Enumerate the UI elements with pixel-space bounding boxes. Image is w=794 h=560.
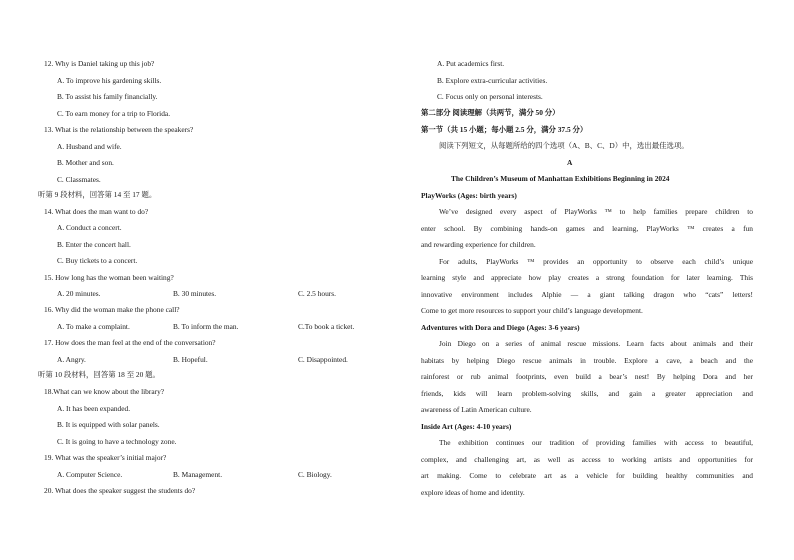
question-20-option-c: C. Focus only on personal interests. xyxy=(437,92,543,101)
dora-diego-heading: Adventures with Dora and Diego (Ages: 3-6 years) xyxy=(421,323,580,332)
question-20-option-a: A. Put academics first. xyxy=(437,59,505,68)
playworks-heading: PlayWorks (Ages: birth years) xyxy=(421,191,517,200)
listening-instruction-9: 听第 9 段材料，回答第 14 至 17 题。 xyxy=(38,190,157,199)
question-18-option-b: B. It is equipped with solar panels. xyxy=(57,420,160,429)
question-14-option-c: C. Buy tickets to a concert. xyxy=(57,256,138,265)
question-12-stem: 12. Why is Daniel taking up this job? xyxy=(44,59,155,68)
question-19-stem: 19. What was the speaker’s initial major? xyxy=(44,453,167,462)
playworks-p2-line-3: innovative environment includes Alphie — a giant talking dragon who “cats” letters! xyxy=(421,290,753,299)
question-20-stem: 20. What does the speaker suggest the students do? xyxy=(44,486,196,495)
question-13-option-c: C. Classmates. xyxy=(57,175,101,184)
question-18-option-c: C. It is going to have a technology zone. xyxy=(57,437,177,446)
inside-art-line-3: art making. Come to celebrate art as a vehicle for building healthy communities and xyxy=(421,471,753,480)
question-14-stem: 14. What does the man want to do? xyxy=(44,207,149,216)
question-13-stem: 13. What is the relationship between the speakers? xyxy=(44,125,194,134)
question-20-option-b: B. Explore extra-curricular activities. xyxy=(437,76,548,85)
listening-instruction-10: 听第 10 段材料，回答第 18 至 20 题。 xyxy=(38,370,160,379)
question-12-option-a: A. To improve his gardening skills. xyxy=(57,76,162,85)
playworks-p2-line-4: Come to get more resources to support your child’s language development. xyxy=(421,306,643,315)
question-18-stem: 18.What can we know about the library? xyxy=(44,387,165,396)
question-14-option-b: B. Enter the concert hall. xyxy=(57,240,131,249)
question-19-option-a: A. Computer Science. xyxy=(57,470,123,479)
question-13-option-b: B. Mother and son. xyxy=(57,158,114,167)
question-15-option-b: B. 30 minutes. xyxy=(173,289,217,298)
inside-art-line-1: The exhibition continues our tradition of providing families with access to beautiful, xyxy=(439,438,753,447)
inside-art-line-4: explore ideas of home and identity. xyxy=(421,488,525,497)
question-19-option-c: C. Biology. xyxy=(298,470,332,479)
question-17-option-c: C. Disappointed. xyxy=(298,355,348,364)
question-16-stem: 16. Why did the woman make the phone call? xyxy=(44,305,180,314)
question-16-option-c: C.To book a ticket. xyxy=(298,322,355,331)
playworks-p1-line-2: enter school. By combining hands-on games and learning, PlayWorks ™ creates a fun xyxy=(421,224,753,233)
question-17-option-a: A. Angry. xyxy=(57,355,86,364)
playworks-p1-line-1: We’ve designed every aspect of PlayWorks ™ to help families prepare children to xyxy=(439,207,753,216)
question-16-option-b: B. To inform the man. xyxy=(173,322,239,331)
dora-diego-line-1: Join Diego on a series of animal rescue missions. Learn facts about animals and their xyxy=(439,339,753,348)
question-16-option-a: A. To make a complaint. xyxy=(57,322,130,331)
question-14-option-a: A. Conduct a concert. xyxy=(57,223,122,232)
playworks-p1-line-3: and rewarding experience for children. xyxy=(421,240,536,249)
passage-title: The Children’s Museum of Manhattan Exhibitions Beginning in 2024 xyxy=(451,174,670,183)
question-19-option-b: B. Management. xyxy=(173,470,223,479)
playworks-p2-line-1: For adults, PlayWorks ™ provides an opportunity to observe each child’s unique xyxy=(439,257,753,266)
question-12-option-b: B. To assist his family financially. xyxy=(57,92,158,101)
inside-art-heading: Inside Art (Ages: 4-10 years) xyxy=(421,422,512,431)
question-18-option-a: A. It has been expanded. xyxy=(57,404,131,413)
dora-diego-line-3: rainforest or rub animal footprints, even build a bear’s nest! By helping Dora and her xyxy=(421,372,753,381)
question-17-stem: 17. How does the man feel at the end of the conversation? xyxy=(44,338,216,347)
dora-diego-line-5: awareness of Latin American culture. xyxy=(421,405,532,414)
question-13-option-a: A. Husband and wife. xyxy=(57,142,122,151)
section-1-instruction: 阅读下列短文，从每题所给的四个选项（A、B、C、D）中，选出最佳选项。 xyxy=(439,141,689,150)
dora-diego-line-2: habitats by helping Diego rescue animals in trouble. Explore a cave, a beach and the xyxy=(421,356,753,365)
inside-art-line-2: complex, and challenging art, as well as access to working artists and opportunities for xyxy=(421,455,753,464)
passage-letter: A xyxy=(567,158,573,167)
part-2-heading: 第二部分 阅读理解（共两节，满分 50 分） xyxy=(421,108,560,117)
question-15-option-a: A. 20 minutes. xyxy=(57,289,101,298)
dora-diego-line-4: friends, kids will learn problem-solving skills, and gain a greater appreciation and xyxy=(421,389,753,398)
section-1-heading: 第一节（共 15 小题；每小题 2.5 分，满分 37.5 分） xyxy=(421,125,588,134)
question-15-option-c: C. 2.5 hours. xyxy=(298,289,336,298)
question-15-stem: 15. How long has the woman been waiting? xyxy=(44,273,174,282)
question-17-option-b: B. Hopeful. xyxy=(173,355,208,364)
playworks-p2-line-2: learning style and appreciate how play creates a strong foundation for later learning. This xyxy=(421,273,753,282)
question-12-option-c: C. To earn money for a trip to Florida. xyxy=(57,109,171,118)
